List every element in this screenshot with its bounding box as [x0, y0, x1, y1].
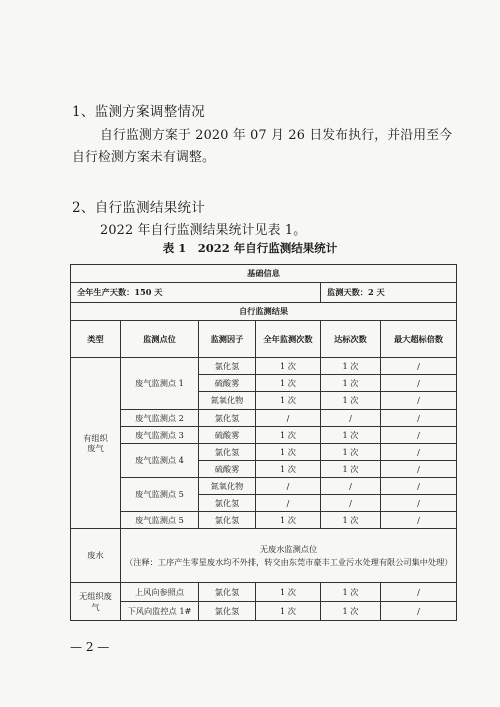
table-row: [71, 358, 457, 375]
max-cell: /: [381, 461, 457, 478]
factor-cell: 氯化氢: [199, 444, 256, 461]
table-row: [71, 303, 457, 321]
count-cell: /: [256, 495, 321, 512]
table-row: [71, 583, 457, 602]
results-header: 自行监测结果: [71, 303, 457, 321]
factor-cell: 氮氧化物: [199, 478, 256, 495]
table-row: [71, 529, 457, 583]
table-caption: 表 1 2022 年自行监测结果统计: [162, 241, 338, 255]
organized-type-cell: 有组织废气: [71, 358, 121, 529]
compliant-cell: 1 次: [321, 461, 381, 478]
production-days: 全年生产天数：150 天: [71, 283, 321, 303]
section1-body-line2: 自行检测方案未有调整。: [72, 150, 215, 165]
wastewater-type-cell: 废水: [71, 529, 121, 583]
count-cell: /: [256, 410, 321, 427]
count-cell: 1 次: [256, 375, 321, 392]
col-header-max-exceed: 最大超标倍数: [381, 321, 457, 358]
factor-cell: 氯化氢: [199, 583, 256, 602]
col-header-point: 监测点位: [121, 321, 199, 358]
count-cell: /: [256, 478, 321, 495]
max-cell: /: [381, 358, 457, 375]
factor-cell: 硫酸雾: [199, 375, 256, 392]
max-cell: /: [381, 512, 457, 529]
section1-heading: 1、监测方案调整情况: [72, 104, 206, 120]
count-cell: 1 次: [256, 427, 321, 444]
compliant-cell: 1 次: [321, 512, 381, 529]
compliant-cell: 1 次: [321, 444, 381, 461]
compliant-cell: /: [321, 478, 381, 495]
factor-cell: 氮氧化物: [199, 392, 256, 410]
compliant-cell: 1 次: [321, 392, 381, 410]
wastewater-info-cell: [121, 529, 457, 583]
count-cell: 1 次: [256, 358, 321, 375]
factor-cell: 硫酸雾: [199, 427, 256, 444]
point-cell: 上风向参照点: [121, 583, 199, 602]
compliant-cell: 1 次: [321, 602, 381, 621]
compliant-cell: /: [321, 410, 381, 427]
section2-body: 2022 年自行监测结果统计见表 1。: [100, 223, 307, 238]
count-cell: 1 次: [256, 583, 321, 602]
max-cell: /: [381, 375, 457, 392]
page-number: — 2 —: [70, 640, 110, 654]
point-cell: 下风向监控点 1#: [121, 602, 199, 621]
count-cell: 1 次: [256, 512, 321, 529]
compliant-cell: 1 次: [321, 358, 381, 375]
monitoring-days: 监测天数：2 天: [321, 283, 457, 303]
max-cell: /: [381, 602, 457, 621]
max-cell: /: [381, 583, 457, 602]
section1-body-line1: 自行监测方案于 2020 年 07 月 26 日发布执行，并沿用至今: [100, 128, 453, 143]
point-cell: 废气监测点 5: [121, 512, 199, 529]
factor-cell: 氯化氢: [199, 602, 256, 621]
table-row: [71, 265, 457, 283]
wastewater-note: （注释：工序产生零星废水均不外排，转交由东莞市豪丰工业污水处理有限公司集中处理）: [125, 557, 453, 567]
point-cell: 废气监测点 2: [121, 410, 199, 427]
count-cell: 1 次: [256, 392, 321, 410]
point-cell: 废气监测点 4: [121, 444, 199, 478]
table-row: [71, 410, 457, 427]
col-header-compliant: 达标次数: [321, 321, 381, 358]
wastewater-line: 无废水监测点位: [259, 543, 318, 554]
point-cell: 废气监测点 5: [121, 478, 199, 512]
factor-cell: 硫酸雾: [199, 461, 256, 478]
unorganized-type-cell: 无组织废气: [71, 583, 121, 621]
max-cell: /: [381, 392, 457, 410]
max-cell: /: [381, 478, 457, 495]
point-cell: 废气监测点 3: [121, 427, 199, 444]
compliant-cell: 1 次: [321, 375, 381, 392]
col-header-count: 全年监测次数: [256, 321, 321, 358]
count-cell: 1 次: [256, 444, 321, 461]
monitoring-results-table: [70, 264, 457, 621]
table-row: [71, 512, 457, 529]
table-row: [71, 478, 457, 495]
table-row: [71, 444, 457, 461]
table-row: [71, 427, 457, 444]
table-row: [71, 283, 457, 303]
table-row: [71, 602, 457, 621]
max-cell: /: [381, 427, 457, 444]
factor-cell: 氯化氢: [199, 410, 256, 427]
col-header-type: 类型: [71, 321, 121, 358]
compliant-cell: /: [321, 495, 381, 512]
factor-cell: 氯化氢: [199, 495, 256, 512]
max-cell: /: [381, 444, 457, 461]
basic-info-header: 基础信息: [71, 265, 457, 283]
compliant-cell: 1 次: [321, 583, 381, 602]
factor-cell: 氯化氢: [199, 358, 256, 375]
point-cell: 废气监测点 1: [121, 358, 199, 410]
factor-cell: 氯化氢: [199, 512, 256, 529]
section2-heading: 2、自行监测结果统计: [72, 200, 206, 216]
count-cell: 1 次: [256, 602, 321, 621]
col-header-factor: 监测因子: [199, 321, 256, 358]
max-cell: /: [381, 410, 457, 427]
table-header-row: [71, 321, 457, 358]
max-cell: /: [381, 495, 457, 512]
count-cell: 1 次: [256, 461, 321, 478]
compliant-cell: 1 次: [321, 427, 381, 444]
